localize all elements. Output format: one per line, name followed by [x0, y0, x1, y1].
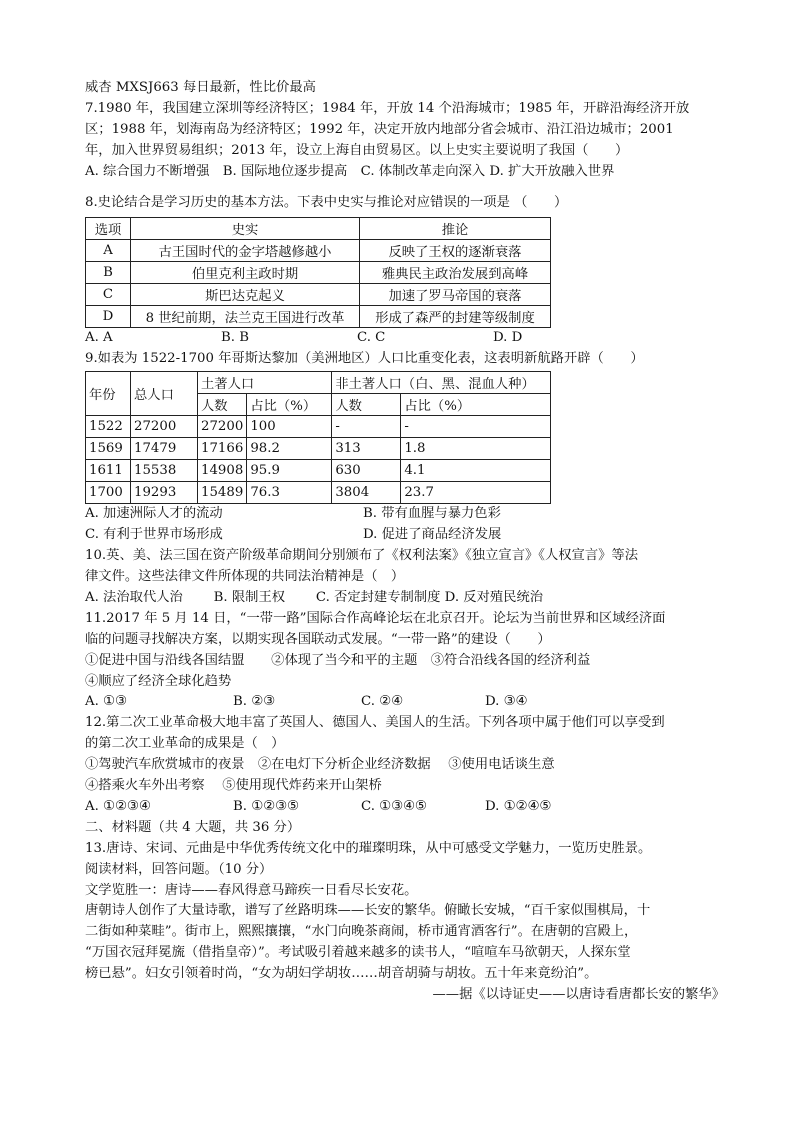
q8-option-b: B. B	[221, 330, 249, 346]
q10-line-1: 10.英、美、法三国在资产阶级革命期间分别颁布了《权利法案》《独立宣言》《人权宣言》等法	[85, 548, 639, 564]
question-10	[85, 546, 725, 609]
q9-cell: 1700	[86, 482, 131, 504]
q9-options-row-2	[85, 525, 725, 546]
q9-cell: -	[332, 416, 401, 438]
q9-options-row-1	[85, 504, 725, 525]
q12-option-c: C. ①③④⑤	[361, 798, 427, 814]
table-row	[86, 438, 551, 460]
q8-cell: 加速了罗马帝国的衰落	[360, 284, 551, 306]
q8-option-a: A. A	[85, 330, 113, 346]
q9-header-native: 土著人口	[198, 372, 332, 394]
q9-cell: 76.3	[247, 482, 332, 504]
q8-stem: 8.史论结合是学习历史的基本方法。下表中史实与推论对应错误的一项是 （ ）	[85, 194, 568, 210]
q7-line-1: 7.1980 年，我国建立深圳等经济特区；1984 年，开放 14 个沿海城市；1985 年，开辟沿海经济开放	[85, 100, 690, 116]
q8-option-c: C. C	[357, 330, 386, 346]
q9-cell: 17166	[198, 438, 247, 460]
q12-option-a: A. ①②③④	[85, 798, 151, 814]
q9-cell: 1.8	[401, 438, 551, 460]
q8-cell: B	[86, 262, 131, 284]
q11-option-c: C. ②④	[361, 694, 403, 710]
q9-table	[85, 371, 551, 504]
q8-cell: C	[86, 284, 131, 306]
exam-page	[85, 78, 725, 1006]
table-row	[86, 284, 551, 306]
table-row	[86, 460, 551, 482]
q10-line-2: 律文件。这些法律文件所体现的共同法治精神是（ ）	[85, 568, 405, 584]
q9-cell: 23.7	[401, 482, 551, 504]
q8-cell: 形成了森严的封建等级制度	[360, 306, 551, 328]
q12-option-b: B. ①②③⑤	[233, 798, 299, 814]
q8-header-inference: 推论	[360, 218, 551, 240]
question-12	[85, 713, 725, 818]
q7-line-3: 年，加入世界贸易组织；2013 年，设立上海自由贸易区。以上史实主要说明了我国（ ）	[85, 142, 629, 158]
q9-cell: 1611	[86, 460, 131, 482]
q9-header-year: 年份	[86, 372, 131, 416]
q9-cell: 1569	[86, 438, 131, 460]
q11-option-b: B. ②③	[233, 694, 276, 710]
q12-options	[85, 797, 725, 818]
q9-sub-native-count: 人数	[198, 394, 247, 416]
q13-source: ——据《以诗证史——以唐诗看唐都长安的繁华》	[432, 987, 725, 1003]
q13-line-7: 榜已悬”。妇女引领着时尚，“女为胡妇学胡妆……胡音胡骑与胡妆。五十年来竟纷泊”。	[85, 966, 598, 982]
q9-header-nonnative: 非土著人口（白、黑、混血人种）	[332, 372, 551, 394]
q9-cell: 98.2	[247, 438, 332, 460]
q9-cell: 4.1	[401, 460, 551, 482]
q9-cell: 15489	[198, 482, 247, 504]
q13-line-3: 文学览胜一：唐诗——春风得意马蹄疾一日看尽长安花。	[85, 882, 418, 898]
q9-cell: 17479	[131, 438, 198, 460]
q12-line-4: ④搭乘火车外出考察 ⑤使用现代炸药来开山架桥	[85, 778, 382, 794]
table-row	[86, 240, 551, 262]
q8-cell: 8 世纪前期，法兰克王国进行改革	[131, 306, 360, 328]
question-7	[85, 99, 725, 183]
q8-cell: 斯巴达克起义	[131, 284, 360, 306]
q9-option-c: C. 有利于世界市场形成	[85, 527, 223, 543]
q13-line-1: 13.唐诗、宋词、元曲是中华优秀传统文化中的璀璨明珠，从中可感受文学魅力，一览历史胜景。	[85, 840, 652, 856]
q9-cell: 1522	[86, 416, 131, 438]
q9-sub-nonnative-ratio: 占比（%）	[401, 394, 551, 416]
q9-cell: -	[401, 416, 551, 438]
q9-cell: 630	[332, 460, 401, 482]
table-row	[86, 262, 551, 284]
q9-cell: 27200	[131, 416, 198, 438]
q8-cell: 雅典民主政治发展到高峰	[360, 262, 551, 284]
q8-header-fact: 史实	[131, 218, 360, 240]
q13-line-4: 唐朝诗人创作了大量诗歌，谱写了丝路明珠——长安的繁华。俯瞰长安城，“百千家似围棋局，十	[85, 903, 651, 919]
q9-cell: 14908	[198, 460, 247, 482]
question-13	[85, 839, 725, 1006]
q8-cell: 反映了王权的逐渐衰落	[360, 240, 551, 262]
q8-options	[85, 328, 725, 349]
q12-line-2: 的第二次工业革命的成果是（ ）	[85, 736, 285, 752]
q9-cell: 19293	[131, 482, 198, 504]
q13-line-6: “万国衣冠拜冕旒（借指皇帝）”。考试吸引着越来越多的读书人，“喧喧车马欲朝天，人探东堂	[85, 945, 631, 961]
q12-line-3: ①驾驶汽车欣赏城市的夜景 ②在电灯下分析企业经济数据 ③使用电话谈生意	[85, 757, 555, 773]
q8-table	[85, 217, 551, 328]
question-9	[85, 349, 725, 546]
q12-option-d: D. ①②④⑤	[485, 798, 552, 814]
q9-sub-native-ratio: 占比（%）	[247, 394, 332, 416]
q13-line-5: 二街如种菜畦”。街市上，熙熙攘攘，“水门向晚茶商闹，桥市通宵酒客行”。在唐朝的宫殿上，	[85, 924, 638, 940]
q8-cell: 古王国时代的金字塔越修越小	[131, 240, 360, 262]
q11-line-4: ④顺应了经济全球化趋势	[85, 673, 232, 689]
q12-line-1: 12.第二次工业革命极大地丰富了英国人、德国人、美国人的生活。下列各项中属于他们可以享受到	[85, 715, 665, 731]
question-11	[85, 609, 725, 714]
q9-header-total: 总人口	[131, 372, 198, 416]
section-heading-materials: 二、材料题（共 4 大题，共 36 分）	[85, 819, 301, 835]
q8-header-option: 选项	[86, 218, 131, 240]
table-row	[86, 306, 551, 328]
q8-cell: 伯里克利主政时期	[131, 262, 360, 284]
q9-option-a: A. 加速洲际人才的流动	[85, 506, 223, 522]
q9-stem: 9.如表为 1522-1700 年哥斯达黎加（美洲地区）人口比重变化表，这表明新航路开辟（ ）	[85, 351, 644, 367]
q10-options: A. 法治取代人治 B. 限制王权 C. 否定封建专制制度 D. 反对殖民统治	[85, 589, 544, 605]
q9-cell: 3804	[332, 482, 401, 504]
header-watermark-line: 威杏 MXSJ663 每日最新，性比价最高	[85, 80, 316, 95]
table-row	[86, 416, 551, 438]
q9-option-b: B. 带有血腥与暴力色彩	[363, 506, 501, 522]
q11-line-3: ①促进中国与沿线各国结盟 ②体现了当今和平的主题 ③符合沿线各国的经济利益	[85, 652, 591, 668]
table-row	[86, 482, 551, 504]
q11-option-a: A. ①③	[85, 694, 127, 710]
q11-line-2: 临的问题寻找解决方案，以期实现各国联动式发展。“一带一路”的建设（ ）	[85, 631, 551, 647]
q9-cell: 95.9	[247, 460, 332, 482]
q8-option-d: D. D	[493, 330, 523, 346]
q9-option-d: D. 促进了商品经济发展	[363, 527, 502, 543]
q9-cell: 27200	[198, 416, 247, 438]
q8-cell: D	[86, 306, 131, 328]
q11-option-d: D. ③④	[485, 694, 528, 710]
q13-line-2: 阅读材料，回答问题。（10 分）	[85, 861, 273, 877]
q9-sub-nonnative-count: 人数	[332, 394, 401, 416]
q8-cell: A	[86, 240, 131, 262]
q7-options: A. 综合国力不断增强 B. 国际地位逐步提高 C. 体制改革走向深入 D. 扩大开放融入世界	[85, 163, 615, 179]
q7-line-2: 区；1988 年，划海南岛为经济特区；1992 年，决定开放内地部分省会城市、沿江沿边城市；2001	[85, 121, 674, 137]
q9-cell: 100	[247, 416, 332, 438]
q11-line-1: 11.2017 年 5 月 14 日，“一带一路”国际合作高峰论坛在北京召开。论坛为当前世界和区域经济面	[85, 610, 666, 626]
q9-cell: 313	[332, 438, 401, 460]
question-8	[85, 193, 725, 350]
q9-cell: 15538	[131, 460, 198, 482]
q8-table-header	[86, 218, 551, 240]
q9-table-header	[86, 372, 551, 394]
q11-options	[85, 692, 725, 713]
